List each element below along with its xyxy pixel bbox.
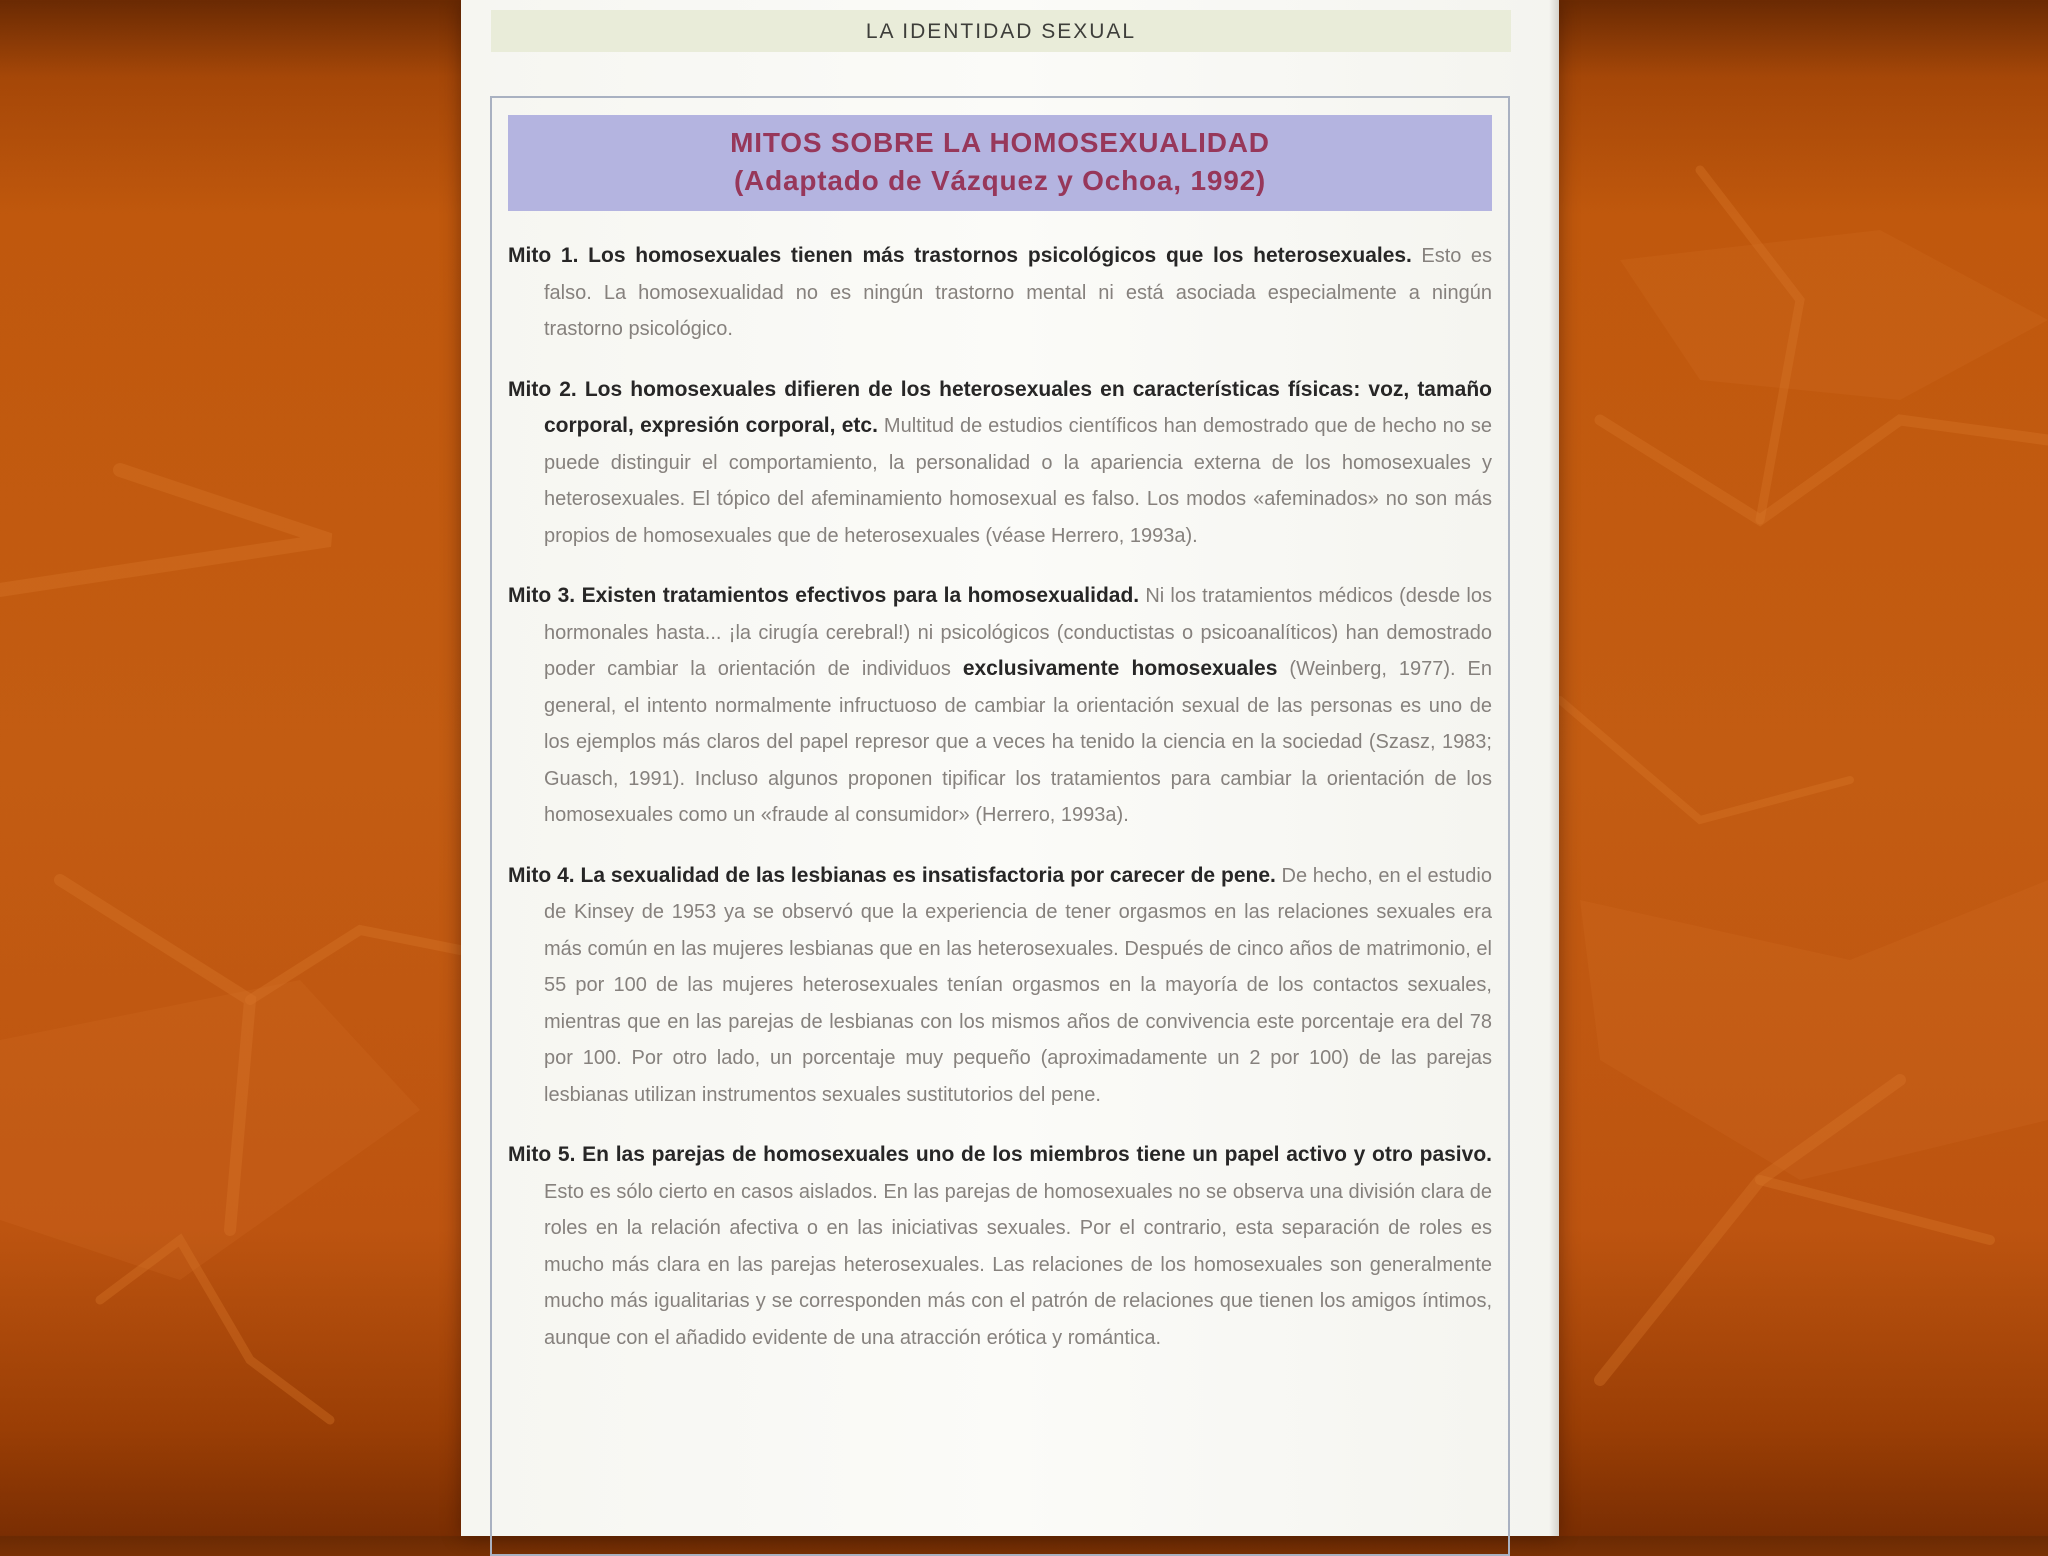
- myth-text: Multitud de estudios científicos han demostrado que de hecho no se puede distinguir el comportamiento, la personalidad o la apariencia externa de los homosexuales y heterosexuales. El tópico del afeminamiento homosexual es falso. Los modos «afeminados» no son más propios de homosexuales que de heterosexuales (véase Herrero, 1993a).: [544, 415, 1492, 547]
- running-header: LA IDENTIDAD SEXUAL: [491, 10, 1511, 52]
- box-title-line-2: (Adaptado de Vázquez y Ochoa, 1992): [733, 165, 1267, 196]
- myth-item-2: [508, 372, 1492, 555]
- myths-list: [508, 238, 1492, 1380]
- myth-text: Ni los tratamientos médicos (desde los hormonales hasta... ¡la cirugía cerebral!) ni psicológicos (conductistas o psicoanalíticos) han demostrado poder cambiar la orientación de individuos: [544, 585, 1492, 680]
- myth-emphasis: exclusivamente homosexuales: [962, 657, 1278, 680]
- myth-title: Mito 1. Los homosexuales tienen más trastornos psicológicos que los heterosexuales.: [508, 244, 1412, 267]
- book-page: [461, 0, 1559, 1536]
- box-title-line-1: MITOS SOBRE LA HOMOSEXUALIDAD: [730, 127, 1270, 158]
- myth-title: Mito 4. La sexualidad de las lesbianas es insatisfactoria por carecer de pene.: [508, 863, 1276, 887]
- myth-text: (Weinberg, 1977). En general, el intento normalmente infructuoso de cambiar la orientación sexual de las personas es uno de los ejemplos más claros del papel represor que a veces ha tenido la ciencia en la sociedad (Szasz, 1983; Guasch, 1991). Incluso algunos proponen tipificar los tratamientos para cambiar la orientación de los homosexuales como un «fraude al consumidor» (Herrero, 1993a).: [544, 658, 1493, 826]
- page-edge-shadow: [1549, 0, 1559, 1536]
- myth-text: Esto es sólo cierto en casos aislados. En las parejas de homosexuales no se observa una división clara de roles en la relación afectiva o en las iniciativas sexuales. Por el contrario, esta separación de roles es mucho más clara en las parejas heterosexuales. Las relaciones de los homosexuales son generalmente mucho más igualitarias y se corresponden más con el patrón de relaciones que tienen los amigos íntimos, aunque con el añadido evidente de una atracción erótica y romántica.: [544, 1180, 1492, 1349]
- myth-title: Mito 2. Los homosexuales difieren de los heterosexuales en características físicas: voz, tamaño corporal, expresión corporal, etc.: [508, 377, 1492, 437]
- myths-box: [490, 96, 1510, 1556]
- myth-item-1: [508, 238, 1492, 348]
- box-title: [508, 115, 1492, 211]
- myth-text: Esto es falso. La homosexualidad no es ningún trastorno mental ni está asociada especialmente a ningún trastorno psicológico.: [544, 245, 1493, 340]
- myth-text: De hecho, en el estudio de Kinsey de 1953 ya se observó que la experiencia de tener orgasmos en las relaciones sexuales era más común en las mujeres lesbianas que en las heterosexuales. Después de cinco años de matrimonio, el 55 por 100 de las mujeres heterosexuales tenían orgasmos en la mayoría de los contactos sexuales, mientras que en las parejas de lesbianas con los mismos años de convivencia este porcentaje era del 78 por 100. Por otro lado, un porcentaje muy pequeño (aproximadamente un 2 por 100) de las parejas lesbianas utilizan instrumentos sexuales sustitutorios del pene.: [544, 864, 1492, 1106]
- myth-item-3: [508, 578, 1492, 834]
- myth-title: Mito 3. Existen tratamientos efectivos para la homosexualidad.: [508, 584, 1140, 607]
- myth-title: Mito 5. En las parejas de homosexuales uno de los miembros tiene un papel activo y otro pasivo.: [508, 1143, 1492, 1166]
- myth-item-4: [508, 858, 1492, 1114]
- myth-item-5: [508, 1137, 1492, 1356]
